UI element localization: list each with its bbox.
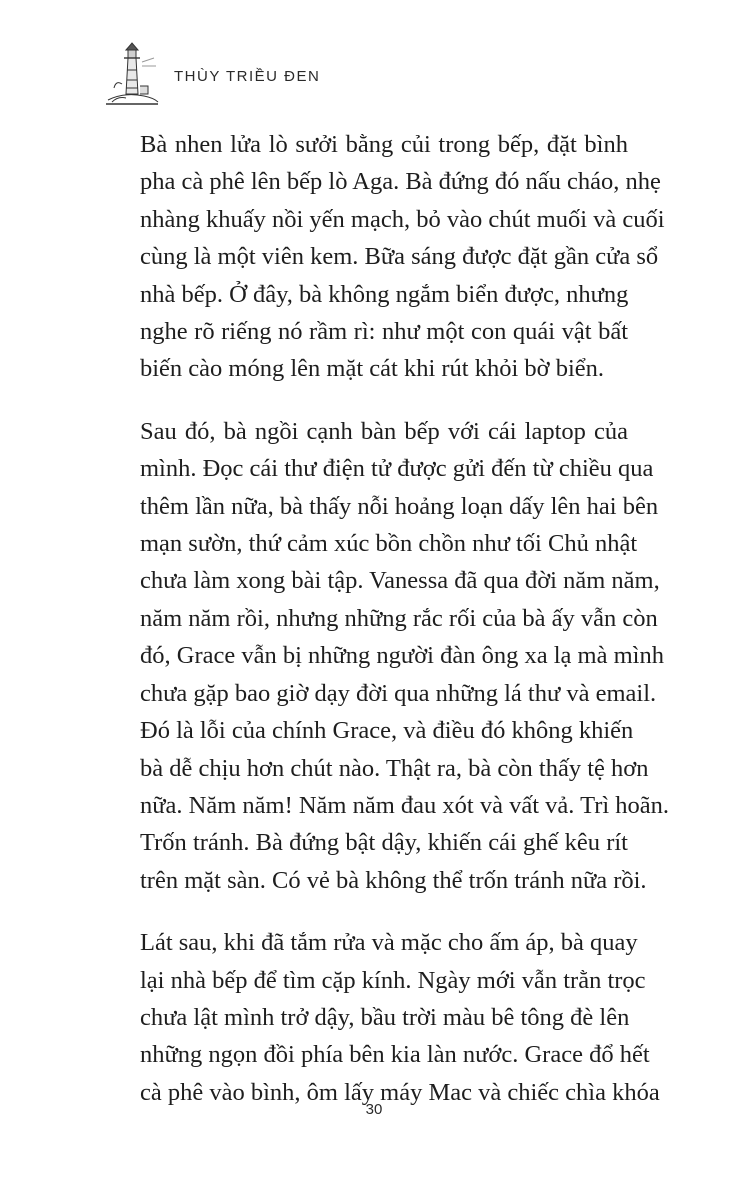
paragraph [100,126,665,388]
page-number: 30 [365,1101,383,1118]
text-line: nghe rõ riếng nó rầm rì: như một con quái vật bất [140,318,628,346]
text-line: mạn sườn, thứ cảm xúc bồn chồn như tối Chủ nhật [140,530,638,558]
text-line: chưa làm xong bài tập. Vanessa đã qua đời năm năm, [140,567,660,595]
text-line: chưa lật mình trở dậy, bầu trời màu bê tông đè lên [140,1003,630,1031]
text-line: năm năm rồi, nhưng những rắc rối của bà ấy vẫn còn [140,604,658,632]
body-text [100,126,670,1136]
text-line: pha cà phê lên bếp lò Aga. Bà đứng đó nấu cháo, nhẹ [140,168,661,196]
text-line: nhà bếp. Ở đây, bà không ngắm biển được, nhưng [140,280,629,308]
text-line: bà dễ chịu hơn chút nào. Thật ra, bà còn thấy tệ hơn [140,754,649,782]
text-line: Trốn tránh. Bà đứng bật dậy, khiến cái ghế kêu rít [140,829,628,857]
text-line: thêm lần nữa, bà thấy nỗi hoảng loạn dấy lên hai bên [140,492,659,520]
text-line: biến cào móng lên mặt cát khi rút khỏi bờ biển. [140,355,605,383]
text-line: trên mặt sàn. Có vẻ bà không thể trốn tránh nữa rồi. [140,866,647,894]
paragraph [100,924,660,1111]
page-header [104,40,664,110]
text-line: cà phê vào bình, ôm lấy máy Mac và chiếc chìa khóa [140,1078,660,1106]
text-line: mình. Đọc cái thư điện tử được gửi đến từ chiều qua [140,455,654,483]
text-line: Đó là lỗi của chính Grace, và điều đó không khiến [140,717,634,745]
lighthouse-icon [104,40,160,106]
text-line: cùng là một viên kem. Bữa sáng được đặt gần cửa sổ [140,243,659,271]
text-line: Bà nhen lửa lò sưởi bằng củi trong bếp, đặt bình [140,131,628,158]
text-line: nữa. Năm năm! Năm năm đau xót và vất vả. Trì hoãn. [140,791,670,819]
running-title: THÙY TRIỀU ĐEN [174,68,321,85]
text-line: những ngọn đồi phía bên kia làn nước. Grace đổ hết [140,1041,650,1069]
text-line: chưa gặp bao giờ dạy đời qua những lá thư và email. [140,679,657,707]
text-line: nhàng khuấy nồi yến mạch, bỏ vào chút muối và cuối [140,205,665,233]
text-line: lại nhà bếp để tìm cặp kính. Ngày mới vẫn trằn trọc [140,966,646,994]
text-line: đó, Grace vẫn bị những người đàn ông xa lạ mà mình [140,642,664,670]
text-line: Lát sau, khi đã tắm rửa và mặc cho ấm áp, bà quay [140,929,638,957]
text-line: Sau đó, bà ngồi cạnh bàn bếp với cái laptop của [140,417,628,445]
paragraph [100,413,670,899]
